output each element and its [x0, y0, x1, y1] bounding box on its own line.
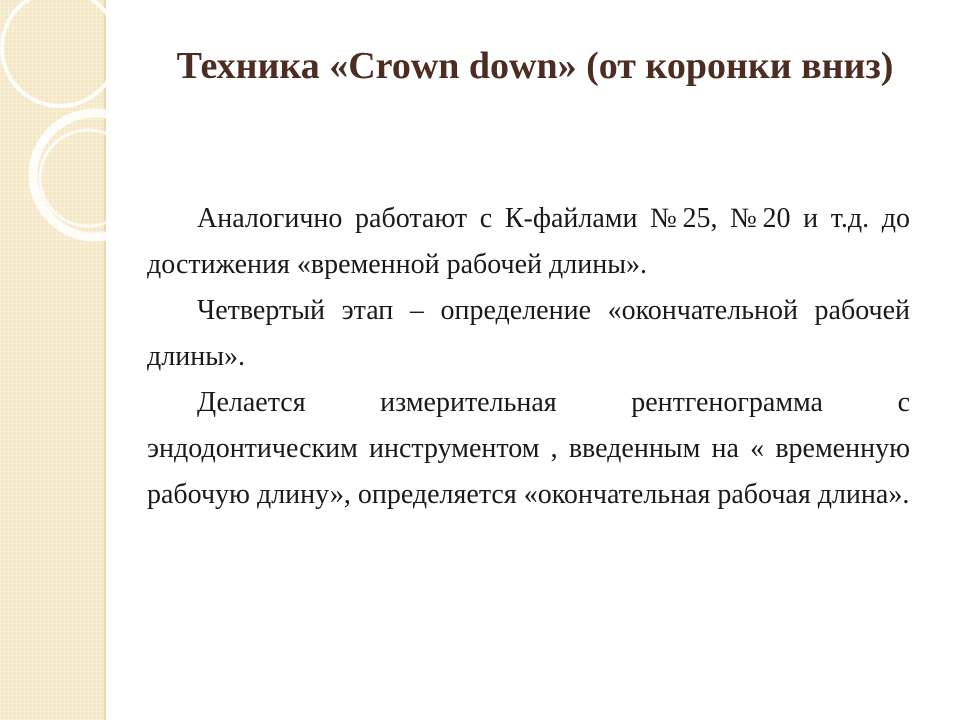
paragraph-radiograph: Делается измерительная рентгенограмма с эндодонтическим инструментом , введенным на « временную рабочую длину», определяется «окончательная рабочая длина».: [147, 387, 910, 510]
slide-title: Техника «Crown down» (от коронки вниз): [176, 45, 894, 87]
slide-body: [147, 196, 910, 518]
decorative-circles: [0, 0, 106, 260]
paragraph-k-files: Аналогично работают с К-файлами №25, №20 и т.д. до достижения «временной рабочей длины».: [147, 203, 910, 280]
deco-circle-large: [2, 0, 106, 106]
paragraph-fourth-stage: Четвертый этап – определение «окончательной рабочей длины».: [147, 295, 910, 372]
